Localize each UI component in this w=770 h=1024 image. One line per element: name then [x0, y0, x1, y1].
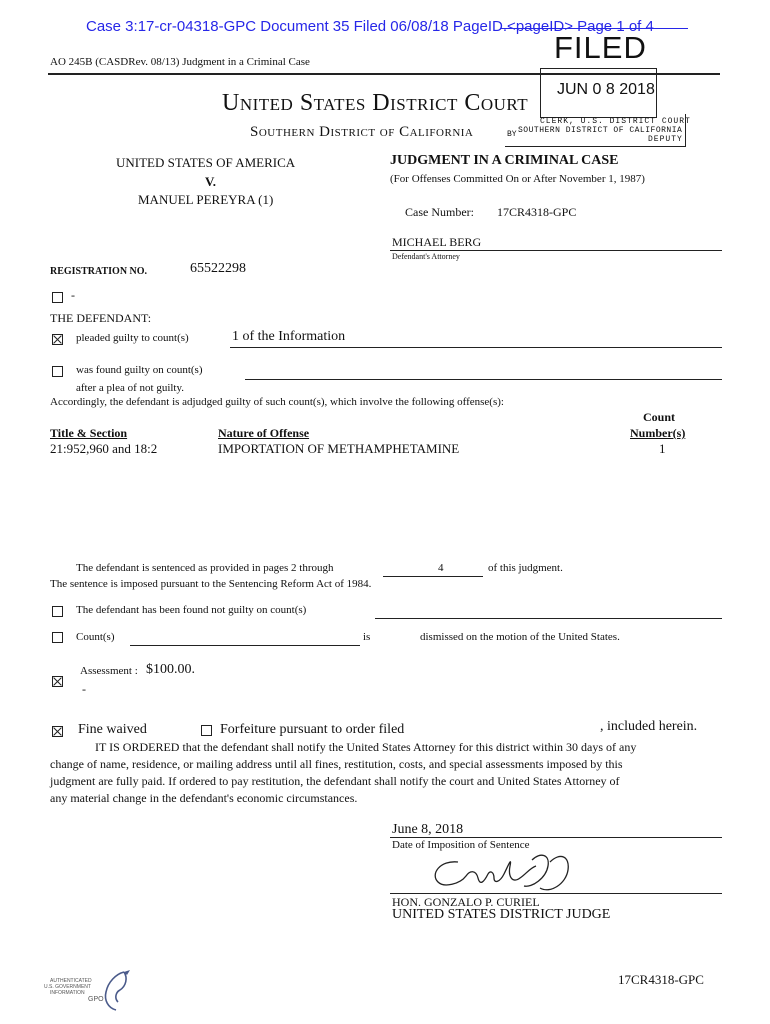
accordingly-text: Accordingly, the defendant is adjudged guilty of such count(s), which involve the following offense(s):	[50, 396, 504, 408]
document-title: JUDGMENT IN A CRIMINAL CASE	[390, 153, 619, 168]
found-guilty-label-1: was found guilty on count(s)	[76, 364, 203, 376]
assessment-checkbox[interactable]	[52, 676, 63, 687]
order-line-1: IT IS ORDERED that the defendant shall notify the United States Attorney for this district within 30 days of any	[95, 740, 637, 754]
registration-number: 65522298	[190, 261, 246, 276]
court-name: United States District Court	[222, 90, 529, 116]
judge-title: UNITED STATES DISTRICT JUDGE	[392, 907, 611, 922]
imposition-date-line	[390, 837, 722, 838]
count-header-1: Count	[643, 410, 676, 424]
registration-label: REGISTRATION NO.	[50, 266, 148, 277]
assessment-value: $100.00.	[146, 662, 195, 677]
signature-line	[390, 893, 722, 894]
case-number-label: Case Number:	[405, 205, 474, 219]
judge-signature	[420, 848, 590, 896]
defendant-heading: THE DEFENDANT:	[50, 311, 152, 325]
sentence-line-2: The sentence is imposed pursuant to the Sentencing Reform Act of 1984.	[50, 578, 372, 590]
imposition-date: June 8, 2018	[392, 822, 464, 837]
assessment-dash: -	[82, 682, 86, 696]
not-guilty-checkbox[interactable]	[52, 606, 63, 617]
filed-stamp	[540, 30, 655, 64]
nature-header: Nature of Offense	[218, 426, 310, 440]
document-subtitle: (For Offenses Committed On or After November 1, 1987)	[390, 173, 645, 185]
attorney-line	[390, 250, 722, 251]
sentence-pages: 4	[438, 562, 444, 574]
forfeiture-checkbox[interactable]	[201, 725, 212, 736]
sentence-pages-line	[383, 576, 483, 577]
order-line-4: any material change in the defendant's economic circumstances.	[50, 791, 358, 805]
attorney-name: MICHAEL BERG	[392, 235, 482, 249]
fine-waived-label: Fine waived	[78, 722, 147, 737]
seal-line-4: GPO	[88, 996, 104, 1003]
sentence-line-1a: The defendant is sentenced as provided in pages 2 through	[76, 562, 334, 574]
counts-label: Count(s)	[76, 631, 115, 643]
order-line-3: judgment are fully paid. If ordered to pay restitution, the defendant shall notify the court and United States Attorney of	[50, 774, 620, 788]
order-line-2: change of name, residence, or mailing address until all fines, restitution, costs, and special assessments imposed by this	[50, 757, 623, 771]
pleaded-guilty-label: pleaded guilty to count(s)	[76, 332, 189, 344]
clerk-line-2: SOUTHERN DISTRICT OF CALIFORNIA	[518, 126, 683, 135]
included-herein: , included herein.	[600, 719, 698, 734]
filed-word: FILED	[554, 30, 647, 65]
dismissed-text: dismissed on the motion of the United States.	[420, 631, 620, 643]
gpo-authentication-seal	[40, 968, 140, 1016]
found-guilty-checkbox[interactable]	[52, 366, 63, 377]
pleaded-guilty-checkbox[interactable]	[52, 334, 63, 345]
counts-checkbox[interactable]	[52, 632, 63, 643]
filed-date: JUN 0 8 2018	[557, 81, 655, 98]
imposition-date-label: Date of Imposition of Sentence	[392, 839, 530, 851]
clerk-line-3: DEPUTY	[648, 135, 683, 144]
ecf-header-stamp: Case 3:17-cr-04318-GPC Document 35 Filed 06/08/18 PageID.<pageID> Page 1 of 4	[86, 18, 654, 35]
clerk-line-1: CLERK, U.S. DISTRICT COURT	[540, 117, 691, 126]
form-id: AO 245B (CASDRev. 08/13) Judgment in a Criminal Case	[50, 56, 310, 68]
count-header-2: Number(s)	[630, 426, 686, 440]
blank-option-dash: -	[71, 288, 75, 302]
footer-case-ref: 17CR4318-GPC	[618, 972, 704, 987]
eagle-icon	[94, 968, 134, 1014]
counts-is: is	[363, 631, 371, 643]
title-section-header: Title & Section	[50, 426, 128, 440]
attorney-label: Defendant's Attorney	[392, 252, 460, 261]
fine-waived-checkbox[interactable]	[52, 726, 63, 737]
filed-date-box	[540, 68, 657, 118]
forfeiture-label: Forfeiture pursuant to order filed	[220, 722, 405, 737]
counts-line	[130, 645, 360, 646]
plaintiff: UNITED STATES OF AMERICA	[116, 155, 296, 170]
seal-line-3: INFORMATION	[50, 990, 85, 996]
offense-title: 21:952,960 and 18:2	[50, 441, 158, 456]
not-guilty-line	[375, 618, 722, 619]
judge-name: HON. GONZALO P. CURIEL	[392, 895, 540, 909]
blank-checkbox[interactable]	[52, 292, 63, 303]
found-guilty-line	[245, 379, 722, 380]
assessment-label: Assessment :	[80, 665, 138, 677]
seal-line-2: U.S. GOVERNMENT	[44, 984, 91, 990]
ecf-strike-line	[500, 28, 688, 29]
offense-count: 1	[659, 441, 666, 456]
clerk-box	[505, 114, 686, 147]
found-guilty-label-2: after a plea of not guilty.	[76, 382, 185, 394]
not-guilty-label: The defendant has been found not guilty on count(s)	[76, 604, 307, 616]
case-number: 17CR4318-GPC	[497, 205, 577, 219]
sentence-line-1b: of this judgment.	[488, 562, 563, 574]
court-district: Southern District of California	[250, 124, 474, 140]
clerk-by: BY	[507, 130, 517, 139]
defendant-name: MANUEL PEREYRA (1)	[138, 192, 274, 207]
versus: V.	[205, 174, 216, 189]
seal-line-1: AUTHENTICATED	[50, 978, 92, 984]
pleaded-guilty-value: 1 of the Information	[232, 329, 346, 344]
pleaded-guilty-line	[230, 347, 722, 348]
offense-nature: IMPORTATION OF METHAMPHETAMINE	[218, 441, 460, 456]
